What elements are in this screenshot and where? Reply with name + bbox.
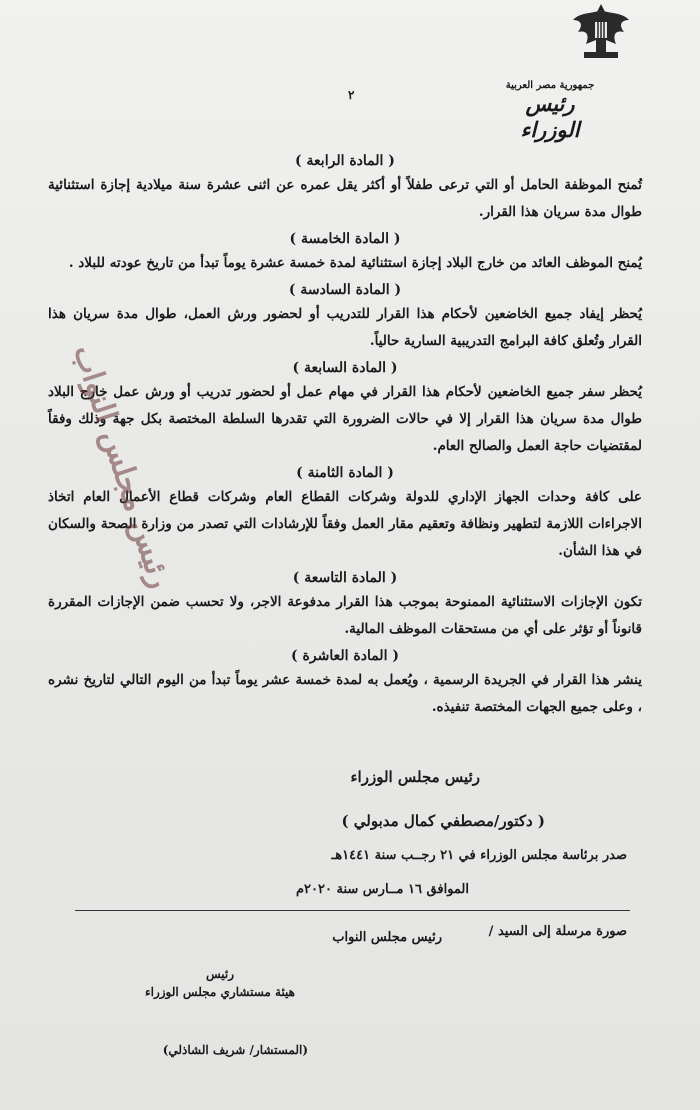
eagle-emblem-icon [570,0,632,60]
article-title: ( المادة الثامنة ) [296,465,394,481]
article-body: على كافة وحدات الجهاز الإداري للدولة وشركات القطاع العام وشركات قطاع الأعمال العام اتخاذ الاجراءات اللازمة لتطهير ونظافة وتعقيم مقار العمل وفقاً للإرشادات التي تصدر من وزارة الصحة والسكان في هذا الشأن. [48,489,642,559]
advisor-role: رئيس [205,967,235,981]
signatory-name: ( دكتور/مصطفي كمال مدبولي ) [341,812,545,830]
articles-section [48,150,642,723]
article-title: ( المادة التاسعة ) [292,570,398,586]
advisor-body: هيئة مستشاري مجلس الوزراء [144,985,296,999]
article-body: تكون الإجازات الاستثنائية الممنوحة بموجب هذا القرار مدفوعة الاجر، ولا تحسب ضمن الإجازات المقررة قانوناً أو تؤثر على أي من مستحقات الموظف المالية. [48,594,642,637]
advisor-block [130,965,310,1001]
issued-gregorian-date: الموافق ١٦ مــارس سنة ٢٠٢٠م [295,882,469,897]
article-8 [48,462,642,565]
article-title: ( المادة الرابعة ) [295,153,395,169]
header-country: جمهورية مصر العربية [505,80,595,91]
signatory-title: رئيس مجلس الوزراء [350,768,480,786]
stamp-text: رئيس مجلس النواب [66,340,178,593]
article-title: ( المادة العاشرة ) [291,648,399,664]
article-body: تُمنح الموظفة الحامل أو التي ترعى طفلاً أو أكثر يقل عمره عن اثنى عشرة سنة ميلادية إجازة استثنائية طوال مدة سريان هذا القرار. [48,177,642,220]
copy-recipient: رئيس مجلس النواب [332,930,442,945]
advisor-name: (المستشار/ شريف الشاذلي) [162,1043,308,1057]
article-body: يُحظر سفر جميع الخاضعين لأحكام هذا القرار في مهام عمل أو لحضور تدريب أو ورش عمل خارج البلاد طوال مدة سريان هذا القرار إلا في حالات الضرورة التي تقدرها السلطة المختصة بكل جهة وذلك وفقاً لمقتضيات حاجة العمل والصالح العام. [48,384,642,454]
article-title: ( المادة السابعة ) [292,360,398,376]
article-5 [48,228,642,277]
article-body: يُحظر إيفاد جميع الخاضعين لأحكام هذا القرار للتدريب أو لحضور ورش العمل، طوال مدة سريان هذا القرار وتُعلق كافة البرامج التدريبية السارية حالياً. [48,306,642,349]
article-body: يُمنح الموظف العائد من خارج البلاد إجازة استثنائية لمدة خمسة عشرة يوماً تبدأ من تاريخ عودته للبلاد . [68,255,642,271]
article-title: ( المادة السادسة ) [288,282,402,298]
article-7 [48,357,642,460]
article-title: ( المادة الخامسة ) [289,231,401,247]
divider-line [75,910,630,911]
article-4 [48,150,642,226]
header-office: رئيس الوزراء [520,91,580,142]
issued-hijri-date: صدر برئاسة مجلس الوزراء في ٢١ رجــب سنة ١٤٤١هـ [331,848,627,863]
page-number: ٢ [348,88,355,102]
copy-to-label: صورة مرسلة إلى السيد / [488,924,627,939]
article-6 [48,279,642,355]
office-header [495,80,605,143]
article-10 [48,645,642,721]
article-body: ينشر هذا القرار في الجريدة الرسمية ، ويُعمل به لمدة خمسة عشر يوماً تبدأ من اليوم التالي لتاريخ نشره ، وعلى جميع الجهات المختصة تنفيذه. [48,672,642,715]
article-9 [48,567,642,643]
